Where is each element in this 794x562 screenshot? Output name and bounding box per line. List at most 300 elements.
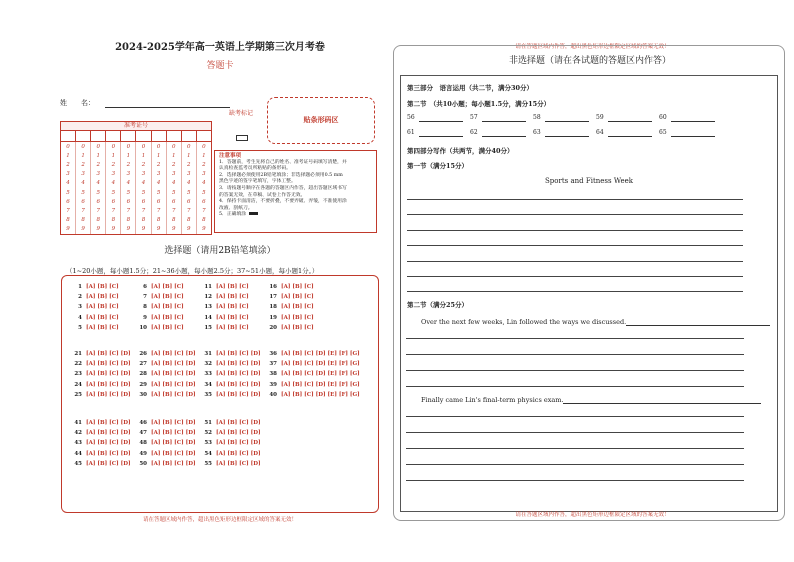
exam-id-digit-bubble[interactable]: 3 xyxy=(81,171,85,178)
warning-left-bottom: 请在答题区域内作答，超出黑色矩形边框限定区域的答案无效！ xyxy=(142,517,297,523)
exam-id-digit-bubble[interactable]: 9 xyxy=(111,226,116,233)
exam-id-digit-bubble[interactable]: 7 xyxy=(141,207,146,214)
answer-options[interactable]: [A] [B] [C] [D] [E] [F] [G] xyxy=(281,351,360,357)
exam-id-digit-bubble[interactable]: 0 xyxy=(96,143,100,150)
exam-id-blank-cell[interactable] xyxy=(152,131,167,141)
answer-options[interactable]: [A] [B] [C] [D] xyxy=(86,440,131,447)
answer-options[interactable]: [A] [B] [C] [D] xyxy=(86,460,131,467)
writing-line[interactable] xyxy=(407,199,743,200)
answer-options[interactable]: [A] [B] [C] [D] xyxy=(86,420,131,426)
choice-question xyxy=(72,420,131,426)
answer-options[interactable]: [A] [B] [C] xyxy=(216,294,249,301)
exam-id-digit-bubble[interactable]: 5 xyxy=(156,189,161,196)
exam-id-digit-bubble[interactable]: 3 xyxy=(156,171,161,178)
writing-line[interactable] xyxy=(407,214,743,215)
answer-options[interactable]: [A] [B] [C] xyxy=(281,314,314,321)
exam-id-digit-bubble[interactable]: 0 xyxy=(81,143,85,150)
choice-question xyxy=(202,294,249,300)
exam-id-digit-bubble[interactable]: 5 xyxy=(171,189,176,196)
question-number: 43 xyxy=(74,440,82,447)
answer-options[interactable]: [A] [B] [C] [D] xyxy=(151,371,196,378)
exam-id-digit-bubble[interactable]: 5 xyxy=(187,189,191,196)
answer-options[interactable]: [A] [B] [C] [D] xyxy=(216,351,261,357)
notes-line: 4．保持卡面清洁，不要折叠，不要弄破、弄皱，不准使用涂 xyxy=(219,199,347,205)
writing-line[interactable] xyxy=(407,261,743,262)
choice-question xyxy=(137,361,196,367)
blank-number: 64 xyxy=(596,129,604,136)
blank-number: 58 xyxy=(533,114,541,121)
notes-fill-example: 5．正确填涂 xyxy=(219,212,372,219)
exam-id-digit-bubble[interactable]: 2 xyxy=(111,161,116,168)
answer-options[interactable]: [A] [B] [C] [D] xyxy=(86,391,131,398)
question-number: 46 xyxy=(139,420,147,426)
exam-id-digit-bubble[interactable]: 9 xyxy=(81,226,85,233)
answer-options[interactable]: [A] [B] [C] [D] [E] [F] [G] xyxy=(281,391,360,398)
exam-id-digit-bubble[interactable]: 3 xyxy=(171,171,176,178)
exam-id-digit-bubble[interactable]: 9 xyxy=(96,226,100,233)
exam-id-digit-bubble[interactable]: 1 xyxy=(141,152,146,159)
question-number: 49 xyxy=(139,450,147,457)
exam-id-digit-bubble[interactable]: 8 xyxy=(66,217,70,224)
choice-question xyxy=(137,461,196,467)
exam-id-column xyxy=(136,142,151,234)
choice-question xyxy=(137,392,196,398)
choice-question xyxy=(137,294,184,300)
exam-id-blank-cell[interactable] xyxy=(76,131,91,141)
choice-question xyxy=(267,304,314,310)
exam-id-digit-bubble[interactable]: 2 xyxy=(187,161,191,168)
writing-line[interactable] xyxy=(406,338,744,339)
exam-id-digit-bubble[interactable]: 9 xyxy=(126,226,131,233)
answer-options[interactable]: [A] [B] [C] [D] xyxy=(216,460,261,467)
answer-options[interactable]: [A] [B] [C] xyxy=(151,314,184,321)
question-number: 54 xyxy=(204,450,212,457)
exam-id-digit-bubble[interactable]: 1 xyxy=(156,152,161,159)
question-number: 20 xyxy=(269,324,277,331)
answer-options[interactable]: [A] [B] [C] xyxy=(216,324,249,331)
exam-id-blank-cell[interactable] xyxy=(106,131,121,141)
exam-id-digit-bubble[interactable]: 2 xyxy=(171,161,176,168)
part4-section1-heading: 第一节（满分15分） xyxy=(407,162,469,170)
exam-id-digit-bubble[interactable]: 2 xyxy=(81,161,85,168)
prompt1-line[interactable] xyxy=(626,318,770,326)
answer-options[interactable]: [A] [B] [C] xyxy=(281,304,314,311)
exam-id-digit-bubble[interactable]: 8 xyxy=(126,217,131,224)
exam-id-digit-bubble[interactable]: 6 xyxy=(141,198,146,205)
writing-line[interactable] xyxy=(406,370,744,371)
answer-options[interactable]: [A] [B] [C] [D] xyxy=(86,450,131,457)
exam-id-digit-bubble[interactable]: 4 xyxy=(171,180,176,187)
question-number: 34 xyxy=(204,381,212,388)
exam-title: 2024-2025学年高一英语上学期第三次月考卷 xyxy=(115,42,325,53)
exam-id-digit-bubble[interactable]: 4 xyxy=(156,180,161,187)
notes-line: 3．请按题号顺序在各题的答题区内作答，超出答题区域书写 xyxy=(219,185,347,191)
exam-id-digit-bubble[interactable]: 5 xyxy=(96,189,100,196)
exam-id-digit-bubble[interactable]: 6 xyxy=(202,198,206,205)
choice-question xyxy=(72,325,119,331)
question-number: 26 xyxy=(139,351,147,357)
answer-options[interactable]: [A] [B] [C] [D] xyxy=(151,450,196,457)
answer-options[interactable]: [A] [B] [C] [D] xyxy=(216,430,261,437)
exam-id-digit-bubble[interactable]: 5 xyxy=(141,189,146,196)
exam-id-digit-bubble[interactable]: 1 xyxy=(96,152,100,159)
answer-options[interactable]: [A] [B] [C] [D] [E] [F] [G] xyxy=(281,361,360,368)
part3-section2-heading: 第二节 （共10小题；每小题1.5分，满分15分） xyxy=(407,100,551,108)
exam-id-digit-bubble[interactable]: 7 xyxy=(66,207,70,214)
blank-number: 59 xyxy=(596,114,604,121)
choice-question xyxy=(202,351,261,357)
exam-id-digit-bubble[interactable]: 6 xyxy=(66,198,70,205)
exam-id-digit-bubble[interactable]: 9 xyxy=(66,226,70,233)
choice-question xyxy=(202,430,261,436)
question-number: 39 xyxy=(269,381,277,388)
blank-answer-line[interactable] xyxy=(671,114,715,122)
exam-id-blank-cell[interactable] xyxy=(121,131,136,141)
question-number: 11 xyxy=(204,284,212,290)
choice-question xyxy=(137,284,184,290)
question-number: 52 xyxy=(204,430,212,437)
choice-question xyxy=(72,361,131,367)
writing-line[interactable] xyxy=(406,480,744,481)
name-row xyxy=(60,98,230,108)
non-choice-answer-box xyxy=(400,75,778,512)
blank-answer-line[interactable] xyxy=(608,114,652,122)
question-number: 16 xyxy=(269,284,277,290)
blank-answer-line[interactable] xyxy=(545,129,589,137)
choice-question xyxy=(72,351,131,357)
choice-section-subtitle: （1~20小题，每小题1.5分；21~36小题，每小题2.5分；37~51小题，每小题1分。） xyxy=(66,267,319,275)
answer-options[interactable]: [A] [B] [C] [D] xyxy=(216,450,261,457)
exam-id-digit-bubble[interactable]: 8 xyxy=(156,217,161,224)
answer-options[interactable]: [A] [B] [C] [D] xyxy=(151,381,196,388)
choice-question xyxy=(137,304,184,310)
exam-id-digit-bubble[interactable]: 0 xyxy=(66,143,70,150)
choice-question xyxy=(72,371,131,377)
exam-id-digit-bubble[interactable]: 7 xyxy=(111,207,116,214)
exam-id-digit-bubble[interactable]: 0 xyxy=(111,143,116,150)
exam-id-digit-bubble[interactable]: 4 xyxy=(96,180,100,187)
exam-id-digit-bubble[interactable]: 0 xyxy=(156,143,161,150)
exam-id-digit-bubble[interactable]: 7 xyxy=(96,207,100,214)
exam-id-digit-bubble[interactable]: 4 xyxy=(111,180,116,187)
exam-id-digit-bubble[interactable]: 6 xyxy=(96,198,100,205)
choice-question xyxy=(137,420,196,426)
writing-line[interactable] xyxy=(406,386,744,387)
exam-id-digit-bubble[interactable]: 1 xyxy=(202,152,206,159)
exam-id-digit-bubble[interactable]: 1 xyxy=(126,152,131,159)
exam-id-digit-bubble[interactable]: 1 xyxy=(81,152,85,159)
answer-options[interactable]: [A] [B] [C] xyxy=(86,304,119,311)
exam-id-digit-bubble[interactable]: 6 xyxy=(81,198,85,205)
answer-options[interactable]: [A] [B] [C] xyxy=(86,294,119,301)
choice-question xyxy=(202,392,261,398)
exam-id-digit-bubble[interactable]: 0 xyxy=(187,143,191,150)
exam-id-blank-row xyxy=(61,131,211,142)
answer-options[interactable]: [A] [B] [C] xyxy=(216,284,249,290)
exam-id-blank-cell[interactable] xyxy=(167,131,182,141)
answer-options[interactable]: [A] [B] [C] xyxy=(86,314,119,321)
exam-id-digit-bubble[interactable]: 1 xyxy=(171,152,176,159)
blank-answer-line[interactable] xyxy=(482,114,526,122)
exam-id-digit-bubble[interactable]: 1 xyxy=(111,152,116,159)
choice-question xyxy=(202,325,249,331)
exam-id-blank-cell[interactable] xyxy=(136,131,151,141)
name-input-line[interactable] xyxy=(105,99,230,108)
answer-options[interactable]: [A] [B] [C] xyxy=(86,324,119,331)
exam-id-digit-bubble[interactable]: 3 xyxy=(126,171,131,178)
choice-question xyxy=(267,294,314,300)
blank-answer-line[interactable] xyxy=(419,129,463,137)
exam-id-digit-bubble[interactable]: 5 xyxy=(81,189,85,196)
exam-id-blank-cell[interactable] xyxy=(197,131,211,141)
notes-line: 认真检查监考员所粘贴的条形码。 xyxy=(219,166,291,172)
writing-line[interactable] xyxy=(406,464,744,465)
exam-id-column xyxy=(61,142,76,234)
answer-options[interactable]: [A] [B] [C] [D] xyxy=(151,361,196,368)
choice-question xyxy=(202,315,249,321)
exam-id-digit-bubble[interactable]: 7 xyxy=(156,207,161,214)
answer-options[interactable]: [A] [B] [C] xyxy=(281,294,314,301)
blank-answer-line[interactable] xyxy=(482,129,526,137)
exam-id-digit-bubble[interactable]: 3 xyxy=(66,171,70,178)
exam-id-digit-bubble[interactable]: 1 xyxy=(66,152,70,159)
blank-answer-line[interactable] xyxy=(671,129,715,137)
answer-options[interactable]: [A] [B] [C] xyxy=(151,324,184,331)
question-number: 17 xyxy=(269,294,277,301)
exam-id-digit-bubble[interactable]: 0 xyxy=(141,143,146,150)
answer-options[interactable]: [A] [B] [C] [D] xyxy=(216,440,261,447)
question-number: 42 xyxy=(74,430,82,437)
exam-id-digit-bubble[interactable]: 4 xyxy=(141,180,146,187)
exam-id-digit-bubble[interactable]: 7 xyxy=(81,207,85,214)
choice-question xyxy=(267,351,360,357)
question-number: 27 xyxy=(139,361,147,368)
prompt2-line[interactable] xyxy=(563,396,761,404)
answer-options[interactable]: [A] [B] [C] xyxy=(281,324,314,331)
exam-id-digit-bubble[interactable]: 2 xyxy=(156,161,161,168)
question-number: 35 xyxy=(204,391,212,398)
question-number: 13 xyxy=(204,304,212,311)
question-number: 8 xyxy=(143,304,147,311)
choice-question xyxy=(72,294,119,300)
exam-id-digit-columns xyxy=(61,142,211,234)
question-number: 40 xyxy=(269,391,277,398)
exam-id-digit-bubble[interactable]: 0 xyxy=(202,143,206,150)
answer-options[interactable]: [A] [B] [C] [D] xyxy=(216,361,261,368)
exam-id-digit-bubble[interactable]: 4 xyxy=(126,180,131,187)
answer-options[interactable]: [A] [B] [C] [D] xyxy=(216,391,261,398)
choice-question xyxy=(267,361,360,367)
warning-right-top: 请在答题区域内作答，超出黑色矩形边框限定区域的答案无效！ xyxy=(515,44,670,50)
choice-question xyxy=(72,430,131,436)
answer-options[interactable]: [A] [B] [C] xyxy=(216,314,249,321)
exam-id-digit-bubble[interactable]: 9 xyxy=(141,226,146,233)
sticker-label: 贴条形码区 xyxy=(303,115,339,124)
question-number: 32 xyxy=(204,361,212,368)
exam-id-digit-bubble[interactable]: 4 xyxy=(187,180,191,187)
answer-options[interactable]: [A] [B] [C] [D] xyxy=(151,391,196,398)
writing-line[interactable] xyxy=(406,354,744,355)
question-number: 2 xyxy=(78,294,82,301)
exam-id-digit-bubble[interactable]: 2 xyxy=(126,161,131,168)
answer-options[interactable]: [A] [B] [C] [D] xyxy=(86,430,131,437)
exam-id-digit-bubble[interactable]: 7 xyxy=(187,207,191,214)
question-number: 14 xyxy=(204,314,212,321)
question-number: 15 xyxy=(204,324,212,331)
choice-section-title: 选择题（请用2B铅笔填涂） xyxy=(164,246,276,256)
answer-options[interactable]: [A] [B] [C] xyxy=(151,284,184,290)
question-number: 28 xyxy=(139,371,147,378)
choice-question xyxy=(72,315,119,321)
question-number: 10 xyxy=(139,324,147,331)
answer-options[interactable]: [A] [B] [C] xyxy=(216,304,249,311)
exam-id-digit-bubble[interactable]: 6 xyxy=(111,198,116,205)
part4-heading: 第四部分写作（共两节，满分40分） xyxy=(407,147,514,155)
choice-question xyxy=(267,371,360,377)
exam-id-digit-bubble[interactable]: 9 xyxy=(156,226,161,233)
answer-options[interactable]: [A] [B] [C] [D] xyxy=(86,361,131,368)
barcode-sticker-area xyxy=(267,97,375,144)
exam-id-digit-bubble[interactable]: 7 xyxy=(171,207,176,214)
exam-id-digit-bubble[interactable]: 7 xyxy=(126,207,131,214)
answer-options[interactable]: [A] [B] [C] [D] xyxy=(151,430,196,437)
writing-line[interactable] xyxy=(407,291,743,292)
writing-line[interactable] xyxy=(407,276,743,277)
exam-id-digit-bubble[interactable]: 8 xyxy=(81,217,85,224)
notes-line: 1．答题前，考生先将自己的姓名、准考证号码填写清楚，并 xyxy=(219,159,347,165)
choice-question xyxy=(72,461,131,467)
exam-id-digit-bubble[interactable]: 6 xyxy=(126,198,131,205)
exam-id-column xyxy=(182,142,197,234)
exam-id-digit-bubble[interactable]: 3 xyxy=(111,171,116,178)
answer-options[interactable]: [A] [B] [C] [D] xyxy=(151,440,196,447)
question-number: 30 xyxy=(139,391,147,398)
exam-id-digit-bubble[interactable]: 4 xyxy=(81,180,85,187)
exam-id-digit-bubble[interactable]: 9 xyxy=(171,226,176,233)
answer-options[interactable]: [A] [B] [C] xyxy=(86,284,119,290)
question-number: 45 xyxy=(74,460,82,467)
exam-id-digit-bubble[interactable]: 6 xyxy=(187,198,191,205)
absent-checkbox[interactable] xyxy=(236,135,248,141)
question-number: 25 xyxy=(74,391,82,398)
absent-label: 缺考标记 xyxy=(229,110,254,117)
exam-id-digit-bubble[interactable]: 8 xyxy=(96,217,100,224)
exam-id-digit-bubble[interactable]: 3 xyxy=(141,171,146,178)
non-choice-title: 非选择题（请在各试题的答题区内作答） xyxy=(508,56,671,66)
question-number: 21 xyxy=(74,351,82,357)
answer-options[interactable]: [A] [B] [C] [D] xyxy=(216,420,261,426)
answer-options[interactable]: [A] [B] [C] [D] xyxy=(151,460,196,467)
exam-id-digit-bubble[interactable]: 8 xyxy=(111,217,116,224)
exam-id-digit-bubble[interactable]: 5 xyxy=(202,189,206,196)
blank-row xyxy=(407,114,722,122)
answer-options[interactable]: [A] [B] [C] [D] xyxy=(216,381,261,388)
exam-id-digit-bubble[interactable]: 5 xyxy=(111,189,116,196)
exam-id-digit-bubble[interactable]: 8 xyxy=(187,217,191,224)
choice-question xyxy=(202,461,261,467)
choice-question xyxy=(202,382,261,388)
exam-id-column xyxy=(197,142,211,234)
choice-question xyxy=(267,382,360,388)
question-number: 38 xyxy=(269,371,277,378)
question-number: 5 xyxy=(78,324,82,331)
exam-id-digit-bubble[interactable]: 3 xyxy=(187,171,191,178)
blank-answer-line[interactable] xyxy=(419,114,463,122)
answer-options[interactable]: [A] [B] [C] [D] xyxy=(86,351,131,357)
answer-options[interactable]: [A] [B] [C] [D] [E] [F] [G] xyxy=(281,371,360,378)
choice-question xyxy=(137,382,196,388)
answer-sheet-label: 答题卡 xyxy=(206,61,234,71)
notes-line: 黑色字迹的签字笔填写，字体工整。 xyxy=(219,179,296,185)
question-number: 4 xyxy=(78,314,82,321)
writing-line[interactable] xyxy=(407,230,743,231)
exam-id-digit-bubble[interactable]: 3 xyxy=(96,171,100,178)
question-number: 44 xyxy=(74,450,82,457)
part3-heading: 第三部分 语言运用（共二节，满分30分） xyxy=(407,84,534,92)
question-number: 9 xyxy=(143,314,147,321)
blank-answer-line[interactable] xyxy=(608,129,652,137)
exam-id-digit-bubble[interactable]: 3 xyxy=(202,171,206,178)
exam-id-blank-cell[interactable] xyxy=(182,131,197,141)
exam-id-digit-bubble[interactable]: 7 xyxy=(202,207,206,214)
answer-options[interactable]: [A] [B] [C] xyxy=(281,284,314,290)
writing-line[interactable] xyxy=(406,432,744,433)
exam-id-digit-bubble[interactable]: 8 xyxy=(202,217,206,224)
exam-id-digit-bubble[interactable]: 5 xyxy=(126,189,131,196)
writing-line[interactable] xyxy=(406,416,744,417)
choice-question xyxy=(137,315,184,321)
exam-id-digit-bubble[interactable]: 6 xyxy=(171,198,176,205)
blank-answer-line[interactable] xyxy=(545,114,589,122)
answer-options[interactable]: [A] [B] [C] [D] [E] [F] [G] xyxy=(281,381,360,388)
exam-id-blank-cell[interactable] xyxy=(91,131,106,141)
blank-row xyxy=(407,129,722,137)
answer-options[interactable]: [A] [B] [C] xyxy=(151,294,184,301)
exam-id-digit-bubble[interactable]: 9 xyxy=(187,226,191,233)
exam-id-digit-bubble[interactable]: 4 xyxy=(66,180,70,187)
exam-id-digit-bubble[interactable]: 2 xyxy=(202,161,206,168)
exam-id-digit-bubble[interactable]: 0 xyxy=(171,143,176,150)
exam-id-digit-bubble[interactable]: 0 xyxy=(126,143,131,150)
choice-question xyxy=(137,371,196,377)
question-number: 47 xyxy=(139,430,147,437)
exam-id-blank-cell[interactable] xyxy=(61,131,76,141)
exam-id-digit-bubble[interactable]: 8 xyxy=(171,217,176,224)
choice-answer-box xyxy=(61,275,379,513)
exam-id-digit-bubble[interactable]: 1 xyxy=(187,152,191,159)
answer-options[interactable]: [A] [B] [C] [D] xyxy=(151,420,196,426)
blank-number: 57 xyxy=(470,114,478,121)
exam-id-digit-bubble[interactable]: 9 xyxy=(202,226,206,233)
exam-id-digit-bubble[interactable]: 2 xyxy=(66,161,70,168)
exam-id-digit-bubble[interactable]: 6 xyxy=(156,198,161,205)
exam-id-digit-bubble[interactable]: 2 xyxy=(96,161,100,168)
exam-id-digit-bubble[interactable]: 8 xyxy=(141,217,146,224)
exam-id-digit-bubble[interactable]: 2 xyxy=(141,161,146,168)
exam-id-digit-bubble[interactable]: 5 xyxy=(66,189,70,196)
answer-options[interactable]: [A] [B] [C] [D] xyxy=(86,371,131,378)
answer-options[interactable]: [A] [B] [C] [D] xyxy=(86,381,131,388)
answer-options[interactable]: [A] [B] [C] [D] xyxy=(151,351,196,357)
question-number: 24 xyxy=(74,381,82,388)
exam-id-digit-bubble[interactable]: 4 xyxy=(202,180,206,187)
writing-line[interactable] xyxy=(406,448,744,449)
blank-number: 63 xyxy=(533,129,541,136)
answer-options[interactable]: [A] [B] [C] xyxy=(151,304,184,311)
question-number: 51 xyxy=(204,420,212,426)
writing-line[interactable] xyxy=(407,245,743,246)
answer-options[interactable]: [A] [B] [C] [D] xyxy=(216,371,261,378)
